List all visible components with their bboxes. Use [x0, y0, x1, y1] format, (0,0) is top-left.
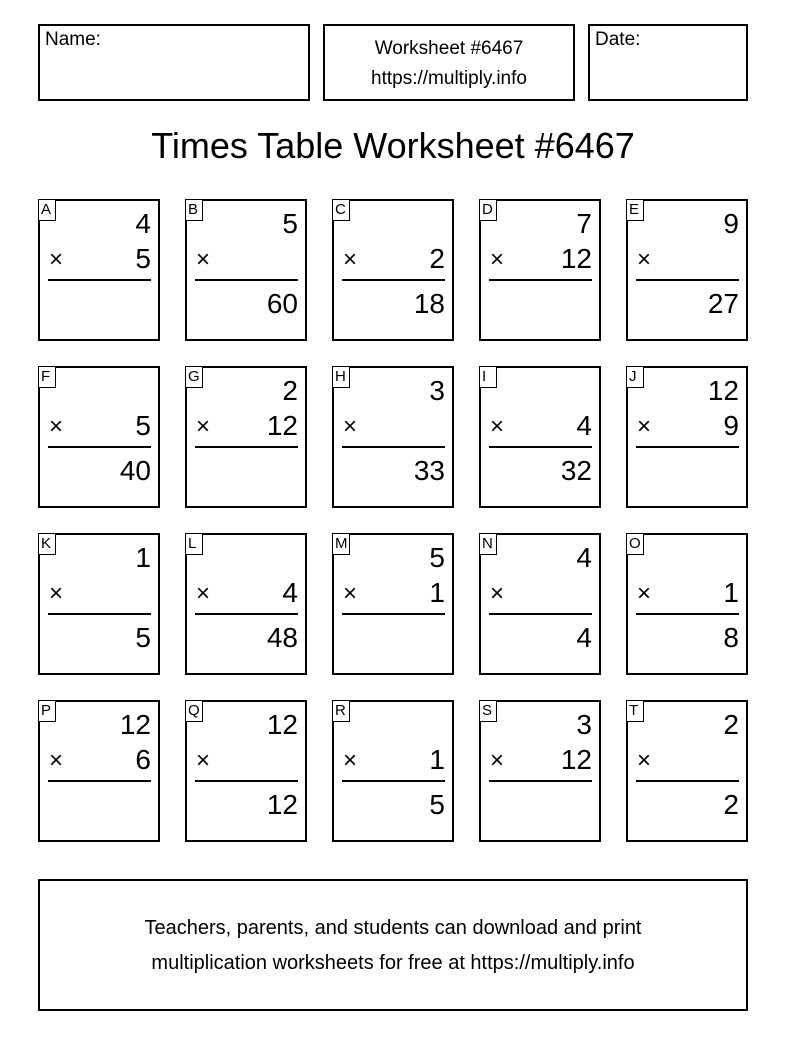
times-sign: ×: [49, 580, 64, 607]
problem-letter: T: [626, 700, 644, 722]
problem-letter: I: [479, 366, 497, 388]
problem-card: [185, 366, 307, 508]
answer-rule: [342, 780, 445, 782]
top-factor: 5: [282, 208, 298, 239]
bottom-factor: 5: [135, 243, 151, 274]
problem-letter: S: [479, 700, 497, 722]
bottom-factor: 1: [429, 577, 445, 608]
problem-card: [479, 533, 601, 675]
times-sign: ×: [637, 747, 652, 774]
answer-rule: [48, 446, 151, 448]
date-label: Date:: [595, 29, 641, 50]
product-answer: 32: [560, 455, 592, 486]
problem-card: [626, 366, 748, 508]
top-factor: 3: [576, 709, 592, 740]
answer-rule: [489, 279, 592, 281]
problem-letter: J: [626, 366, 644, 388]
times-sign: ×: [196, 246, 211, 273]
problem-card: [479, 199, 601, 341]
answer-rule: [195, 446, 298, 448]
product-answer: 27: [707, 288, 739, 319]
problem-letter: O: [626, 533, 644, 555]
problem-letter: E: [626, 199, 644, 221]
times-sign: ×: [490, 246, 505, 273]
top-factor: 4: [576, 542, 592, 573]
top-factor: 12: [266, 709, 298, 740]
problem-letter: R: [332, 700, 350, 722]
problem-card: [185, 533, 307, 675]
problem-card: [332, 533, 454, 675]
worksheet-url: https://multiply.info: [371, 68, 527, 89]
product-answer: 33: [413, 455, 445, 486]
bottom-factor: 4: [576, 410, 592, 441]
problem-letter: L: [185, 533, 203, 555]
bottom-factor: 5: [135, 410, 151, 441]
bottom-factor: 4: [282, 577, 298, 608]
bottom-factor: 12: [266, 410, 298, 441]
times-sign: ×: [637, 246, 652, 273]
problem-letter: A: [38, 199, 56, 221]
problem-letter: P: [38, 700, 56, 722]
problem-card: [332, 199, 454, 341]
problem-letter: M: [332, 533, 350, 555]
bottom-factor: 6: [135, 744, 151, 775]
problem-letter: K: [38, 533, 56, 555]
problem-letter: B: [185, 199, 203, 221]
product-answer: 12: [266, 789, 298, 820]
problem-card: [38, 366, 160, 508]
top-factor: 5: [429, 542, 445, 573]
answer-rule: [636, 780, 739, 782]
problem-letter: H: [332, 366, 350, 388]
top-factor: 2: [723, 709, 739, 740]
problem-letter: C: [332, 199, 350, 221]
name-label: Name:: [45, 29, 101, 50]
answer-rule: [195, 780, 298, 782]
times-sign: ×: [196, 580, 211, 607]
top-factor: 1: [135, 542, 151, 573]
worksheet-number: Worksheet #6467: [374, 38, 524, 59]
answer-rule: [48, 613, 151, 615]
problem-letter: N: [479, 533, 497, 555]
worksheet-info-box: [323, 24, 575, 101]
times-sign: ×: [637, 413, 652, 440]
problem-card: [38, 533, 160, 675]
top-factor: 7: [576, 208, 592, 239]
product-answer: 18: [413, 288, 445, 319]
product-answer: 4: [576, 622, 592, 653]
top-factor: 4: [135, 208, 151, 239]
answer-rule: [636, 279, 739, 281]
problem-letter: D: [479, 199, 497, 221]
bottom-factor: 12: [560, 744, 592, 775]
bottom-factor: 9: [723, 410, 739, 441]
times-sign: ×: [490, 747, 505, 774]
problem-card: [626, 199, 748, 341]
problem-letter: F: [38, 366, 56, 388]
answer-rule: [636, 613, 739, 615]
footer-box: [38, 879, 748, 1011]
footer-line-2: multiplication worksheets for free at https://multiply.info: [151, 952, 635, 974]
answer-rule: [48, 780, 151, 782]
date-field-box[interactable]: [588, 24, 748, 101]
problem-card: [38, 199, 160, 341]
problem-card: [332, 700, 454, 842]
answer-rule: [342, 446, 445, 448]
problem-card: [626, 533, 748, 675]
bottom-factor: 1: [723, 577, 739, 608]
bottom-factor: 1: [429, 744, 445, 775]
product-answer: 48: [266, 622, 298, 653]
times-sign: ×: [49, 246, 64, 273]
times-sign: ×: [49, 413, 64, 440]
answer-rule: [342, 279, 445, 281]
problem-card: [479, 366, 601, 508]
bottom-factor: 12: [560, 243, 592, 274]
product-answer: 5: [135, 622, 151, 653]
answer-rule: [489, 613, 592, 615]
top-factor: 9: [723, 208, 739, 239]
problem-card: [185, 700, 307, 842]
page-title: Times Table Worksheet #6467: [151, 125, 635, 166]
top-factor: 2: [282, 375, 298, 406]
problem-card: [626, 700, 748, 842]
times-sign: ×: [490, 580, 505, 607]
times-sign: ×: [343, 747, 358, 774]
times-sign: ×: [196, 747, 211, 774]
answer-rule: [489, 780, 592, 782]
times-sign: ×: [343, 413, 358, 440]
footer-line-1: Teachers, parents, and students can download and print: [144, 917, 642, 939]
problem-card: [332, 366, 454, 508]
answer-rule: [195, 613, 298, 615]
problem-letter: Q: [185, 700, 203, 722]
answer-rule: [342, 613, 445, 615]
bottom-factor: 2: [429, 243, 445, 274]
product-answer: 2: [723, 789, 739, 820]
product-answer: 40: [119, 455, 151, 486]
product-answer: 5: [429, 789, 445, 820]
top-factor: 12: [707, 375, 739, 406]
times-sign: ×: [637, 580, 652, 607]
problem-card: [185, 199, 307, 341]
top-factor: 3: [429, 375, 445, 406]
answer-rule: [489, 446, 592, 448]
top-factor: 12: [119, 709, 151, 740]
answer-rule: [195, 279, 298, 281]
times-sign: ×: [343, 580, 358, 607]
product-answer: 60: [266, 288, 298, 319]
times-sign: ×: [49, 747, 64, 774]
times-sign: ×: [196, 413, 211, 440]
problem-card: [479, 700, 601, 842]
product-answer: 8: [723, 622, 739, 653]
name-field-box[interactable]: [38, 24, 310, 101]
times-sign: ×: [490, 413, 505, 440]
problem-letter: G: [185, 366, 203, 388]
answer-rule: [48, 279, 151, 281]
times-sign: ×: [343, 246, 358, 273]
answer-rule: [636, 446, 739, 448]
problem-card: [38, 700, 160, 842]
